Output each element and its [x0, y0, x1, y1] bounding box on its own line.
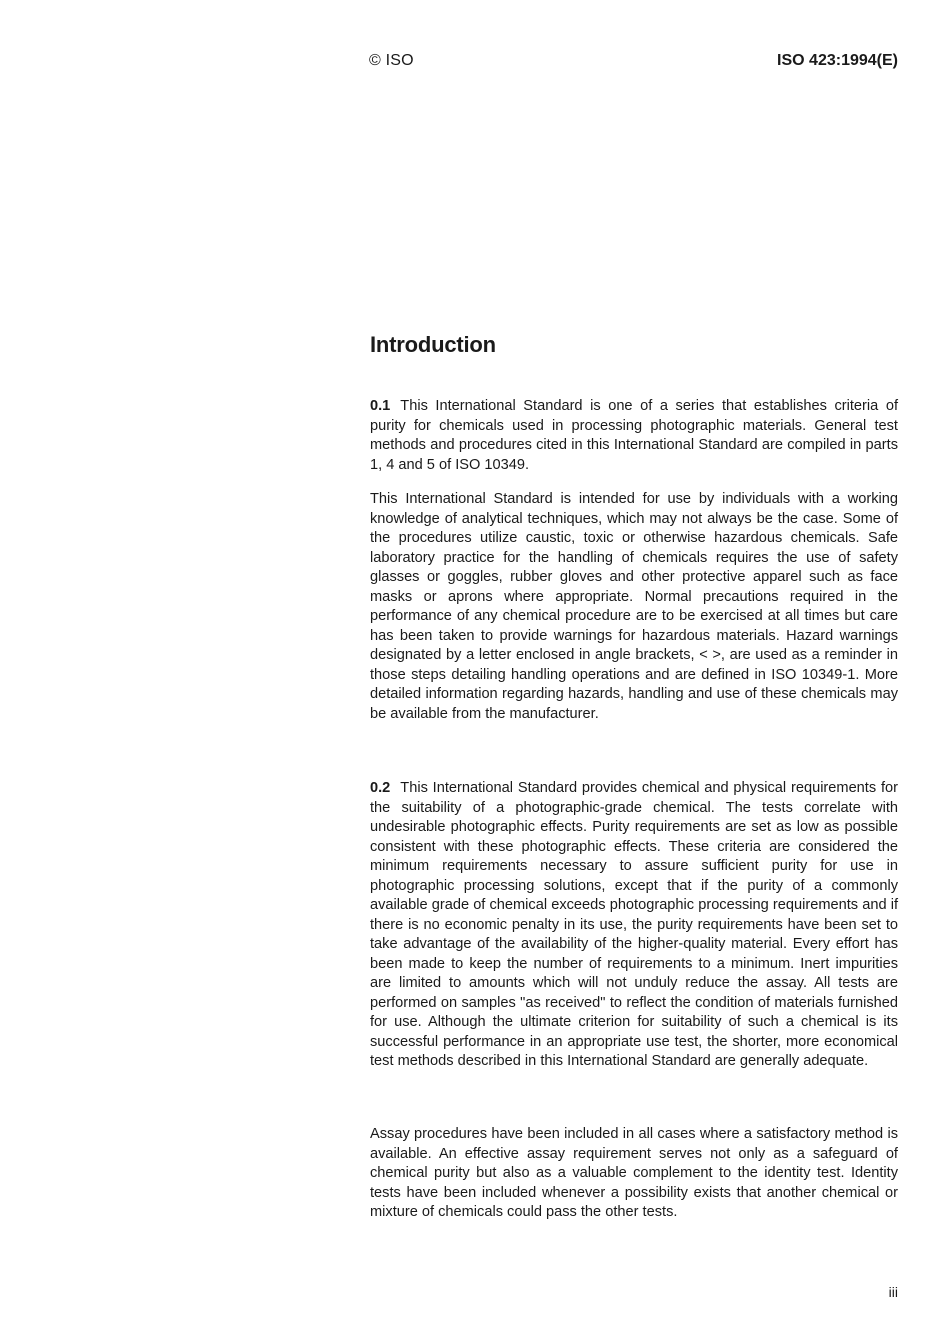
clause-0-1-paragraph-1 — [370, 397, 898, 475]
clause-number: 0.2 — [370, 780, 391, 796]
section-title: Introduction — [370, 332, 496, 357]
clause-0-2-paragraph-2 — [370, 1125, 898, 1223]
paragraph-text: This International Standard is intended for use by individuals with a working knowledge of analytical techniques, which may not always be the case. Some of the procedures utilize caustic, toxic or otherwise hazardous chemicals. Safe laboratory practice for the handling of chemicals requires the use of safety glasses or goggles, rubber gloves and other protective apparel such as face masks or aprons where appropriate. Normal precautions required in the performance of any chemical procedure are to be exercised at all times but care has been taken to provide warnings for hazardous materials. Hazard warnings designated by a letter enclosed in angle brackets, < >, are used as a reminder in those steps detailing handling operations and are defined in ISO 10349-1. More detailed information regarding hazards, handling and use of these chemicals may be available from the manufacturer. — [370, 491, 898, 722]
clause-number: 0.1 — [370, 398, 391, 414]
clause-0-1-paragraph-2 — [370, 490, 898, 724]
document-identifier: ISO 423:1994(E) — [777, 52, 898, 69]
page-number: iii — [888, 1284, 898, 1300]
copyright-notice: © ISO — [369, 52, 414, 69]
paragraph-text: This International Standard provides chemical and physical requirements for the suitability of a photographic-grade chemical. The tests correlate with undesirable photographic effects. Purity requirements are set as low as possible consistent with these photographic effects. These criteria are considered the minimum requirements necessary to assure sufficient purity for use in photographic processing solutions, except that if the purity of a commonly available grade of chemical exceeds photographic processing requirements and if there is no economic penalty in its use, the purity requirements have been set to take advantage of the availability of the higher-quality material. Every effort has been made to keep the number of requirements to a minimum. Inert impurities are limited to amounts which will not unduly reduce the assay. All tests are performed on samples "as received" to reflect the condition of materials furnished for use. Although the ultimate criterion for suitability of such a chemical is its successful performance in an appropriate use test, the shorter, more economical test methods described in this International Standard are generally adequate. — [370, 780, 898, 1069]
paragraph-text: This International Standard is one of a series that establishes criteria of purity for chemicals used in processing photographic materials. General test methods and procedures cited in this International Standard are compiled in parts 1, 4 and 5 of ISO 10349. — [370, 398, 898, 473]
paragraph-text: Assay procedures have been included in all cases where a satisfactory method is available. An effective assay requirement serves not only as a safeguard of chemical purity but also as a valuable complement to the identity test. Identity tests have been included whenever a possibility exists that another chemical or mixture of chemicals could pass the other tests. — [370, 1126, 898, 1220]
clause-0-2-paragraph-1 — [370, 779, 898, 1072]
